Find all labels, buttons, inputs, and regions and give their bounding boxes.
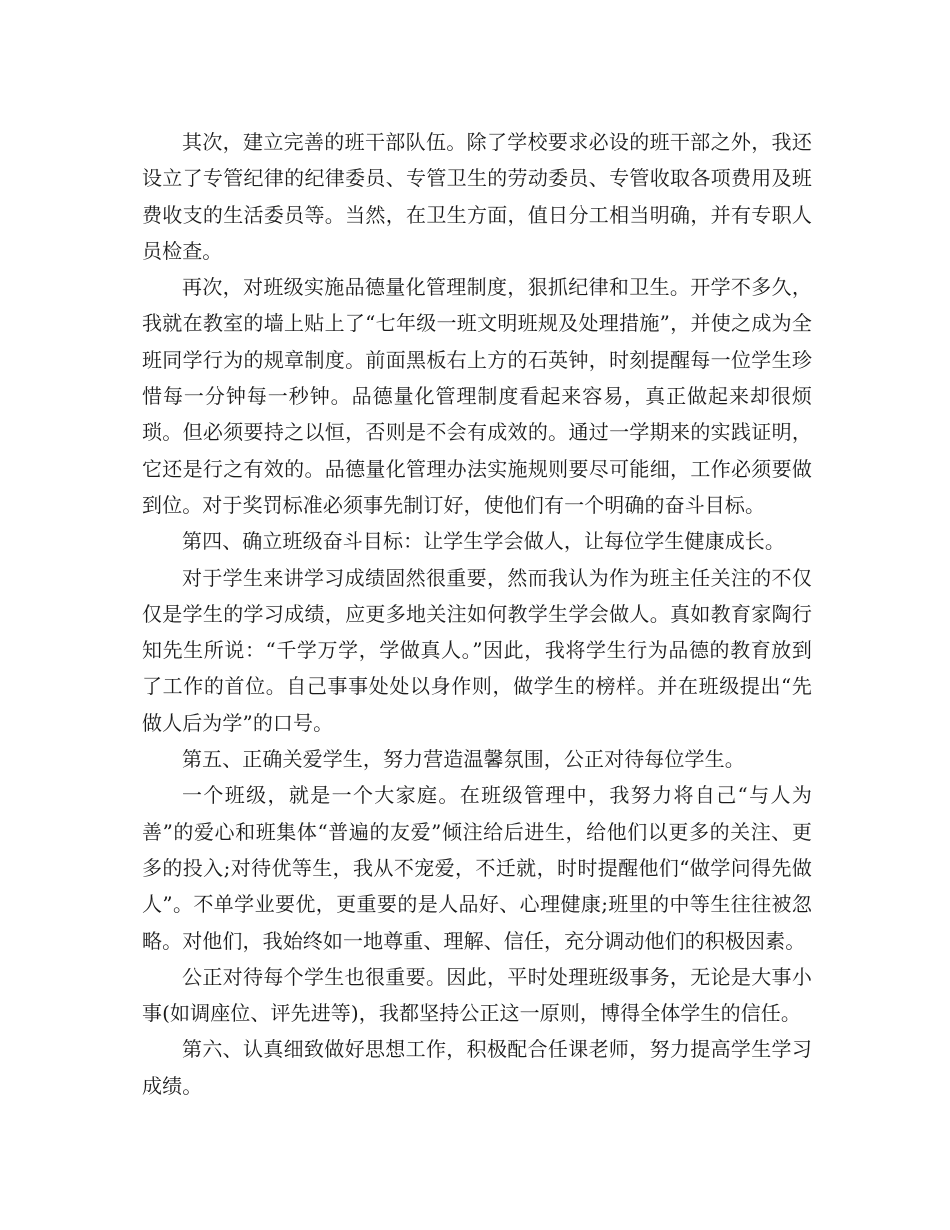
paragraph-class-cadres: 其次，建立完善的班干部队伍。除了学校要求必设的班干部之外，我还设立了专管纪律的纪律委员、专管卫生的劳动委员、专管收取各项费用及班费收支的生活委员等。当然，在卫生方面，值日分工相当明确，并有专职人员检查。: [142, 130, 812, 263]
document-body: [142, 124, 812, 1104]
paragraph-heading-fourth: 第四、确立班级奋斗目标：让学生学会做人，让每位学生健康成长。: [182, 529, 785, 554]
paragraph-fairness: 公正对待每个学生也很重要。因此，平时处理班级事务，无论是大事小事(如调座位、评先进等)，我都坚持公正这一原则，博得全体学生的信任。: [142, 964, 812, 1026]
paragraph-heading-sixth: 第六、认真细致做好思想工作，积极配合任课老师，努力提高学生学习成绩。: [142, 1037, 812, 1098]
paragraph-quantified-management: 再次，对班级实施品德量化管理制度，狠抓纪律和卫生。开学不多久，我就在教室的墙上贴上了“七年级一班文明班规及处理措施”，并使之成为全班同学行为的规章制度。前面黑板右上方的石英钟，时刻提醒每一位学生珍惜每一分钟每一秒钟。品德量化管理制度看起来容易，真正做起来却很烦琐。但必须要持之以恒，否则是不会有成效的。通过一学期来的实践证明，它还是行之有效的。品德量化管理办法实施规则要尽可能细，工作必须要做到位。对于奖罚标准必须事先制订好，使他们有一个明确的奋斗目标。: [142, 275, 812, 517]
paragraph-heading-fifth: 第五、正确关爱学生，努力营造温馨氛围，公正对待每位学生。: [182, 747, 745, 772]
paragraph-learn-to-be-human: 对于学生来讲学习成绩固然很重要，然而我认为作为班主任关注的不仅仅是学生的学习成绩，应更多地关注如何教学生学会做人。真如教育家陶行知先生所说：“千学万学，学做真人。”因此，我将学生行为品德的教育放到了工作的首位。自己事事处处以身作则，做学生的榜样。并在班级提出“先做人后为学”的口号。: [142, 565, 812, 735]
paragraph-class-family: 一个班级，就是一个大家庭。在班级管理中，我努力将自己“与人为善”的爱心和班集体“普遍的友爱”倾注给后进生，给他们以更多的关注、更多的投入;对待优等生，我从不宠爱，不迁就，时时提醒他们“做学问得先做人”。不单学业要优，更重要的是人品好、心理健康;班里的中等生往往被忽略。对他们，我始终如一地尊重、理解、信任，充分调动他们的积极因素。: [142, 783, 812, 953]
